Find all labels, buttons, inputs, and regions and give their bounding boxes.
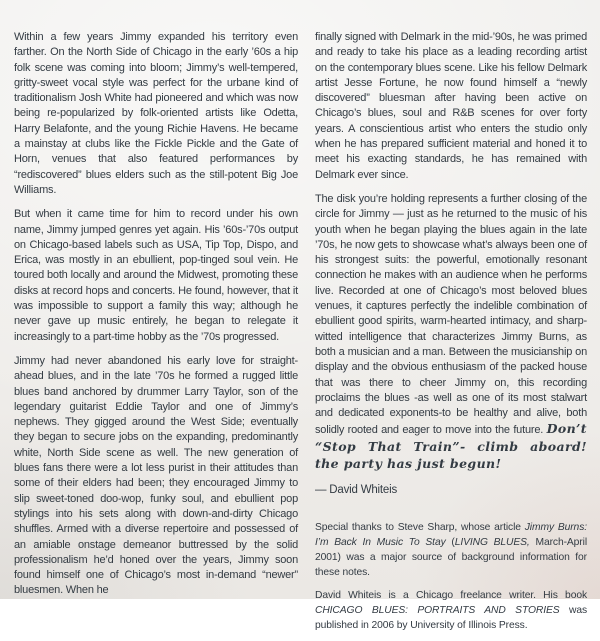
- paragraph-right-2-text: The disk you’re holding represents a further closing of the circle for Jimmy — just as he returned to the music of his youth when he began playing the blues again in the late ’70s, he now gets to showcase what’s always been one of his strongest suits: the powerful, emotionally resonant connection he makes with an audience when he performs live. Recorded at one of Chicago’s most beloved blues venues, it captures perfectly the indelible combination of ebullient good spirits, warm-hearted intimacy, and sharp-witted intelligence that characterizes Jimmy Burns, as both a musician and a man. Between the musicianship on display and the obvious enthusiasm of the packed house that was there to cheer Jimmy on, this recording proclaims the blues -as well as one of its most stalwart and dedicated exponents-to be healthy and alive, both solidly rooted and eager to move into the future.: [315, 192, 587, 437]
- script-flourish-text: Don’t “Stop That Train”- climb aboard! the party has just begun!: [315, 421, 587, 472]
- author-bio-note: [315, 588, 587, 633]
- paragraph-right-1: finally signed with Delmark in the mid-’90s, he was primed and ready to take his place as a leading recording artist on the contemporary blues scene. Like his fellow Delmark artist Jesse Fortune, he now found himself a “newly discovered” bluesman after having been active on Chicago’s blues, soul and R&B scenes for over forty years. A conscientious artist who enters the studio only when he has prepared sufficient material and honed it to meet his exacting standards, he has remained with Delmark ever since.: [315, 31, 587, 181]
- special-thanks-note: [315, 520, 587, 580]
- thanks-text-1: Special thanks to Steve Sharp, whose article: [315, 522, 525, 534]
- paragraph-left-2: But when it came time for him to record under his own name, Jimmy jumped genres yet again. His ’60s-’70s output on Chicago-based labels such as USA, Tip Top, Dispo, and Erica, was mostly in an ebullient, pop-tinged soul vein. He toured both locally and around the Midwest, promoting these disks at record hops and concerts. He found, however, that it was impossible to support a family this way; although he never gave up music entirely, he began to relegate it increasingly to a part-time hobby as the ’70s progressed.: [14, 208, 298, 343]
- paragraph-left-3: Jimmy had never abandoned his early love for straight-ahead blues, and in the late ’70s he formed a rugged little blues band anchored by drummer Larry Taylor, son of the legendary guitarist Eddie Taylor and one of Jimmy’s nephews. They gigged around the West Side; eventually they began to secure jobs on the expanding, predominantly white, North Side scene as well. The new generation of blues fans there were a lot less purist in their attitudes than some of their elders had been; they encouraged Jimmy to slip sweet-toned doo-wop, funky soul, and ebullient pop stylings into his sets along with down-and-dirty Chicago shuffles. Armed with a diverse repertoire and possessed of an amiable onstage demeanor buttressed by the solid professionalism he’d honed over the years, Jimmy soon found himself one of Chicago’s most in-demand “newer” bluesmen. When he: [14, 354, 298, 597]
- bio-book-title: CHICAGO BLUES: PORTRAITS AND STORIES: [315, 605, 560, 617]
- thanks-text-2: (: [445, 537, 455, 549]
- right-text-column: [315, 30, 587, 641]
- thanks-article-title: Jimmy Burns: I’m Back In Music To Stay: [315, 522, 587, 549]
- credits-notes: [315, 520, 587, 633]
- bio-text-2: was published in 2006 by University of Illinois Press.: [315, 605, 587, 632]
- paragraph-left-1: Within a few years Jimmy expanded his territory even farther. On the North Side of Chicago in the early ’60s a hip folk scene was coming into bloom; Jimmy’s well-tempered, gritty-sweet vocal style was perfect for the urbane kind of traditionalism Josh White had pioneered and which was now being re-popularized by folk-oriented artists like Odetta, Harry Belafonte, and the young Richie Havens. He became a mainstay at clubs like the Fickle Pickle and the Gate of Horn, venues that also featured performances by “rediscovered” blues elders such as the still-potent Big Joe Williams.: [14, 31, 298, 196]
- author-byline: — David Whiteis: [315, 484, 397, 497]
- thanks-text-3: March-April 2001) was a major source of background information for these notes.: [315, 537, 588, 579]
- thanks-magazine-title: LIVING BLUES,: [454, 537, 530, 549]
- bio-text-1: David Whiteis is a Chicago freelance writer. His book: [315, 590, 587, 602]
- left-text-column: [14, 30, 298, 599]
- paragraph-right-2: [315, 192, 587, 473]
